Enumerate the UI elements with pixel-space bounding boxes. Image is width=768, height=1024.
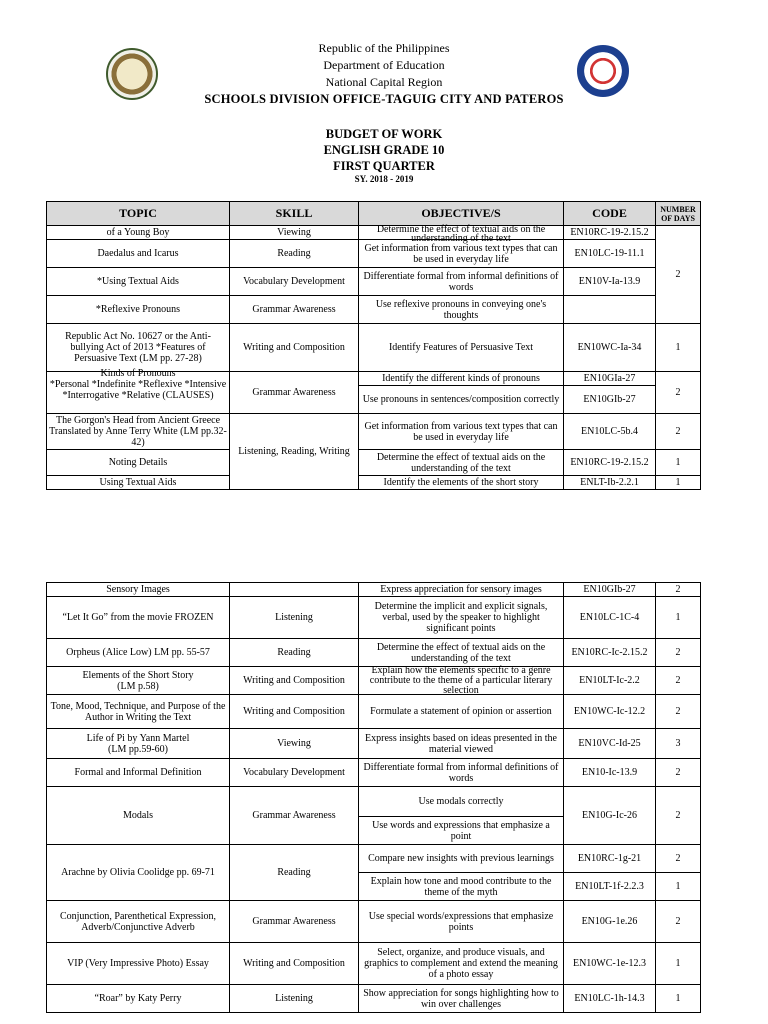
topic-cell: Modals [47, 787, 230, 845]
table-row [47, 787, 701, 817]
topic-cell: *Using Textual Aids [47, 268, 230, 296]
topic-cell: of a Young Boy [47, 226, 230, 240]
topic-cell: Orpheus (Alice Low) LM pp. 55-57 [47, 639, 230, 667]
skill-cell: Listening [230, 597, 359, 639]
days-cell: 1 [656, 943, 701, 985]
topic-cell: Formal and Informal Definition [47, 759, 230, 787]
code-cell: EN10GIb-27 [564, 583, 656, 597]
table-row [47, 240, 701, 268]
code-cell: EN10RC-1g-21 [564, 845, 656, 873]
code-cell: EN10RC-19-2.15.2 [564, 450, 656, 476]
table-row [47, 901, 701, 943]
code-cell [564, 296, 656, 324]
skill-cell: Listening, Reading, Writing [230, 414, 359, 490]
table-row [47, 583, 701, 597]
code-cell: EN10LC-1C-4 [564, 597, 656, 639]
letterhead [0, 40, 768, 91]
topic-cell: “Let It Go” from the movie FROZEN [47, 597, 230, 639]
code-cell: EN10GIa-27 [564, 372, 656, 386]
objective-cell: Show appreciation for songs highlighting how to win over challenges [359, 985, 564, 1013]
topic-cell: Sensory Images [47, 583, 230, 597]
table-row [47, 667, 701, 695]
objective-cell: Differentiate formal from informal definitions of words [359, 268, 564, 296]
days-cell: 2 [656, 414, 701, 450]
skill-cell: Writing and Composition [230, 667, 359, 695]
objective-cell: Express appreciation for sensory images [359, 583, 564, 597]
objective-cell: Get information from various text types that can be used in everyday life [359, 240, 564, 268]
objective-cell: Explain how tone and mood contribute to the theme of the myth [359, 873, 564, 901]
days-cell: 1 [656, 873, 701, 901]
objective-cell: Identify the different kinds of pronouns [359, 372, 564, 386]
table-row [47, 372, 701, 386]
days-cell: 3 [656, 729, 701, 759]
code-cell: EN10RC-19-2.15.2 [564, 226, 656, 240]
objective-cell: Formulate a statement of opinion or assertion [359, 695, 564, 729]
code-cell: EN10WC-Ic-12.2 [564, 695, 656, 729]
topic-cell: Conjunction, Parenthetical Expression, Adverb/Conjunctive Adverb [47, 901, 230, 943]
days-cell: 2 [656, 845, 701, 873]
skill-cell: Grammar Awareness [230, 372, 359, 414]
table-row [47, 759, 701, 787]
objective-cell: Express insights based on ideas presented in the material viewed [359, 729, 564, 759]
department-line: Department of Education [323, 58, 445, 72]
budget-table-2 [46, 582, 701, 1013]
skill-cell: Viewing [230, 226, 359, 240]
days-cell: 1 [656, 985, 701, 1013]
objective-cell: Compare new insights with previous learnings [359, 845, 564, 873]
skill-cell: Grammar Awareness [230, 296, 359, 324]
topic-cell: Republic Act No. 10627 or the Anti-bullying Act of 2013 *Features of Persuasive Text (LM pp. 27-28) [47, 324, 230, 372]
code-cell: EN10V-Ia-13.9 [564, 268, 656, 296]
skill-cell: Grammar Awareness [230, 901, 359, 943]
table-row [47, 943, 701, 985]
days-cell: 2 [656, 901, 701, 943]
table-row [47, 450, 701, 476]
objective-cell: Select, organize, and produce visuals, and graphics to complement and extend the meaning of a photo essay [359, 943, 564, 985]
days-cell: 2 [656, 372, 701, 414]
table-row [47, 296, 701, 324]
document-title-block [0, 126, 768, 174]
code-cell: EN10LT-Ic-2.2 [564, 667, 656, 695]
code-cell: EN10LT-1f-2.2.3 [564, 873, 656, 901]
days-cell: 2 [656, 759, 701, 787]
skill-cell: Grammar Awareness [230, 787, 359, 845]
table-row [47, 985, 701, 1013]
days-cell: 1 [656, 450, 701, 476]
division-name: SCHOOLS DIVISION OFFICE-TAGUIG CITY AND PATEROS [204, 92, 564, 106]
code-cell: EN10G-Ic-26 [564, 787, 656, 845]
objective-cell: Use pronouns in sentences/composition correctly [359, 386, 564, 414]
skill-cell [230, 583, 359, 597]
topic-cell: *Reflexive Pronouns [47, 296, 230, 324]
objective-cell: Identify Features of Persuasive Text [359, 324, 564, 372]
topic-cell: Arachne by Olivia Coolidge pp. 69-71 [47, 845, 230, 901]
skill-cell: Writing and Composition [230, 943, 359, 985]
days-cell: 2 [656, 787, 701, 845]
topic-cell: Kinds of Pronouns *Personal *Indefinite *Reflexive *Intensive *Interrogative *Relative (CLAUSES) [47, 372, 230, 414]
table-row [47, 845, 701, 873]
objective-cell: Use reflexive pronouns in conveying one's thoughts [359, 296, 564, 324]
topic-cell: Daedalus and Icarus [47, 240, 230, 268]
col-days: NUMBER OF DAYS [656, 202, 701, 226]
objective-cell: Determine the effect of textual aids on the understanding of the text [359, 450, 564, 476]
code-cell: EN10-Ic-13.9 [564, 759, 656, 787]
days-cell: 1 [656, 597, 701, 639]
table-header-row [47, 202, 701, 226]
objective-cell: Use special words/expressions that emphasize points [359, 901, 564, 943]
objective-cell: Determine the effect of textual aids on the understanding of the text [359, 639, 564, 667]
days-cell: 2 [656, 639, 701, 667]
school-year: SY. 2018 - 2019 [354, 174, 414, 184]
topic-cell: Noting Details [47, 450, 230, 476]
days-cell: 2 [656, 226, 701, 324]
objective-cell: Differentiate formal from informal definitions of words [359, 759, 564, 787]
subject-line: ENGLISH GRADE 10 [323, 143, 445, 157]
objective-cell: Determine the effect of textual aids on the understanding of the text [359, 226, 564, 240]
topic-cell: Using Textual Aids [47, 476, 230, 490]
table-row [47, 476, 701, 490]
code-cell: EN10LC-19-11.1 [564, 240, 656, 268]
skill-cell: Vocabulary Development [230, 759, 359, 787]
document-title: BUDGET OF WORK [325, 127, 443, 141]
table-row [47, 639, 701, 667]
skill-cell: Writing and Composition [230, 324, 359, 372]
table-row [47, 324, 701, 372]
topic-cell: Tone, Mood, Technique, and Purpose of the Author in Writing the Text [47, 695, 230, 729]
topic-cell: VIP (Very Impressive Photo) Essay [47, 943, 230, 985]
skill-cell: Reading [230, 639, 359, 667]
col-skill: SKILL [230, 202, 359, 226]
col-code: CODE [564, 202, 656, 226]
code-cell: EN10VC-Id-25 [564, 729, 656, 759]
days-cell: 2 [656, 583, 701, 597]
code-cell: EN10WC-Ia-34 [564, 324, 656, 372]
budget-table-1 [46, 201, 701, 490]
skill-cell: Vocabulary Development [230, 268, 359, 296]
col-objective: OBJECTIVE/S [359, 202, 564, 226]
objective-cell: Use words and expressions that emphasize a point [359, 817, 564, 845]
code-cell: ENLT-Ib-2.2.1 [564, 476, 656, 490]
table-row [47, 268, 701, 296]
days-cell: 1 [656, 324, 701, 372]
skill-cell: Writing and Composition [230, 695, 359, 729]
topic-cell: “Roar” by Katy Perry [47, 985, 230, 1013]
code-cell: EN10RC-Ic-2.15.2 [564, 639, 656, 667]
code-cell: EN10WC-1e-12.3 [564, 943, 656, 985]
topic-cell: Elements of the Short Story (LM p.58) [47, 667, 230, 695]
skill-cell: Viewing [230, 729, 359, 759]
topic-cell: Life of Pi by Yann Martel (LM pp.59-60) [47, 729, 230, 759]
objective-cell: Explain how the elements specific to a genre contribute to the theme of a particular literary selection [359, 667, 564, 695]
objective-cell: Use modals correctly [359, 787, 564, 817]
region-line: National Capital Region [325, 75, 443, 89]
code-cell: EN10GIb-27 [564, 386, 656, 414]
table-row [47, 414, 701, 450]
republic-line: Republic of the Philippines [318, 41, 450, 55]
table-row [47, 695, 701, 729]
skill-cell: Reading [230, 240, 359, 268]
days-cell: 2 [656, 695, 701, 729]
skill-cell: Listening [230, 985, 359, 1013]
table-row [47, 226, 701, 240]
col-topic: TOPIC [47, 202, 230, 226]
code-cell: EN10LC-5b.4 [564, 414, 656, 450]
objective-cell: Get information from various text types that can be used in everyday life [359, 414, 564, 450]
table-row [47, 597, 701, 639]
skill-cell: Reading [230, 845, 359, 901]
code-cell: EN10G-1e.26 [564, 901, 656, 943]
topic-cell: The Gorgon's Head from Ancient Greece Translated by Anne Terry White (LM pp.32-42) [47, 414, 230, 450]
quarter-line: FIRST QUARTER [333, 159, 435, 173]
days-cell: 2 [656, 667, 701, 695]
days-cell: 1 [656, 476, 701, 490]
code-cell: EN10LC-1h-14.3 [564, 985, 656, 1013]
objective-cell: Identify the elements of the short story [359, 476, 564, 490]
table-row [47, 729, 701, 759]
objective-cell: Determine the implicit and explicit signals, verbal, used by the speaker to highlight significant points [359, 597, 564, 639]
